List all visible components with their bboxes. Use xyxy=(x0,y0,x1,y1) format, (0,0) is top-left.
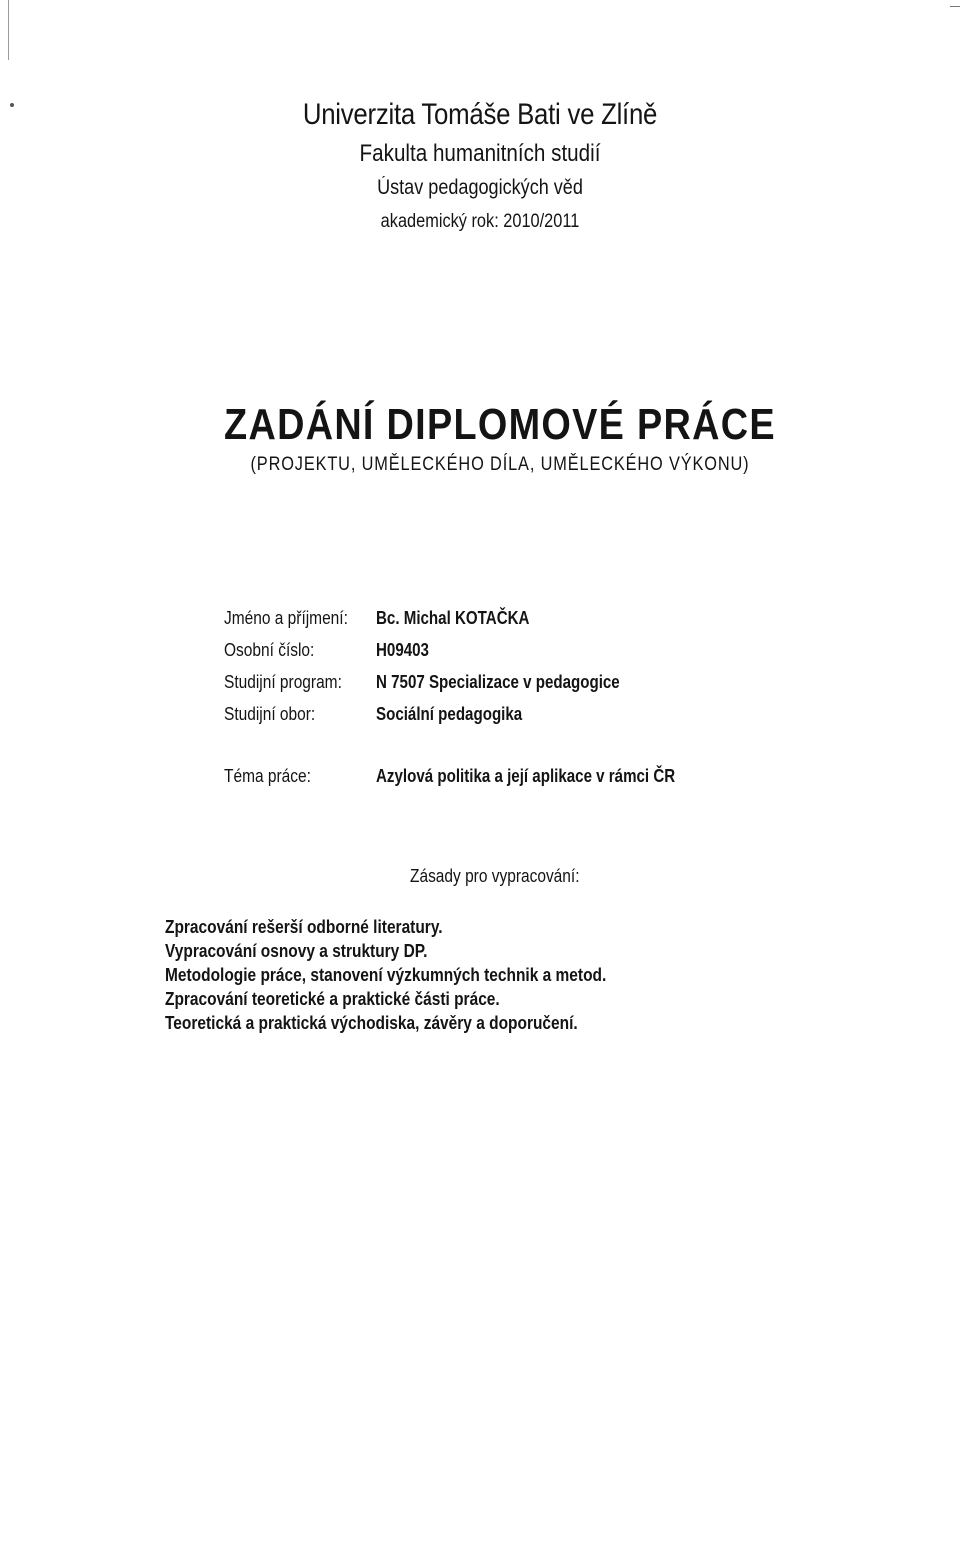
principle-item: Teoretická a praktická východiska, závěry a doporučení. xyxy=(165,1013,578,1033)
name-label: Jméno a příjmení: xyxy=(224,608,348,628)
document-subtitle: (PROJEKTU, UMĚLECKÉHO DÍLA, UMĚLECKÉHO VÝKONU) xyxy=(250,454,750,475)
principle-item: Metodologie práce, stanovení výzkumných technik a metod. xyxy=(165,965,607,985)
principles-list xyxy=(165,915,678,1035)
field-value: Sociální pedagogika xyxy=(376,704,523,724)
program-value: N 7507 Specializace v pedagogice xyxy=(376,672,620,692)
academic-year: akademický rok: 2010/2011 xyxy=(380,211,580,232)
program-label: Studijní program: xyxy=(224,672,342,692)
principle-item: Zpracování teoretické a praktické části práce. xyxy=(165,989,500,1009)
university-name: Univerzita Tomáše Bati ve Zlíně xyxy=(302,98,658,131)
document-title: ZADÁNÍ DIPLOMOVÉ PRÁCE xyxy=(224,400,776,449)
principle-item: Vypracování osnovy a struktury DP. xyxy=(165,941,428,961)
topic-label: Téma práce: xyxy=(224,766,311,786)
personal-number-value: H09403 xyxy=(376,640,429,660)
scan-artifact-dot xyxy=(10,103,14,107)
scan-artifact-line xyxy=(8,0,9,60)
field-label: Studijní obor: xyxy=(224,704,316,724)
faculty-name: Fakulta humanitních studií xyxy=(359,140,601,167)
personal-number-label: Osobní číslo: xyxy=(224,640,315,660)
institute-name: Ústav pedagogických věd xyxy=(377,176,583,199)
name-value: Bc. Michal KOTAČKA xyxy=(376,608,530,628)
topic-value: Azylová politika a její aplikace v rámci ČR xyxy=(376,766,676,786)
principles-heading: Zásady pro vypracování: xyxy=(410,866,580,886)
scan-artifact-mark xyxy=(950,6,960,7)
principle-item: Zpracování rešerší odborné literatury. xyxy=(165,917,443,937)
